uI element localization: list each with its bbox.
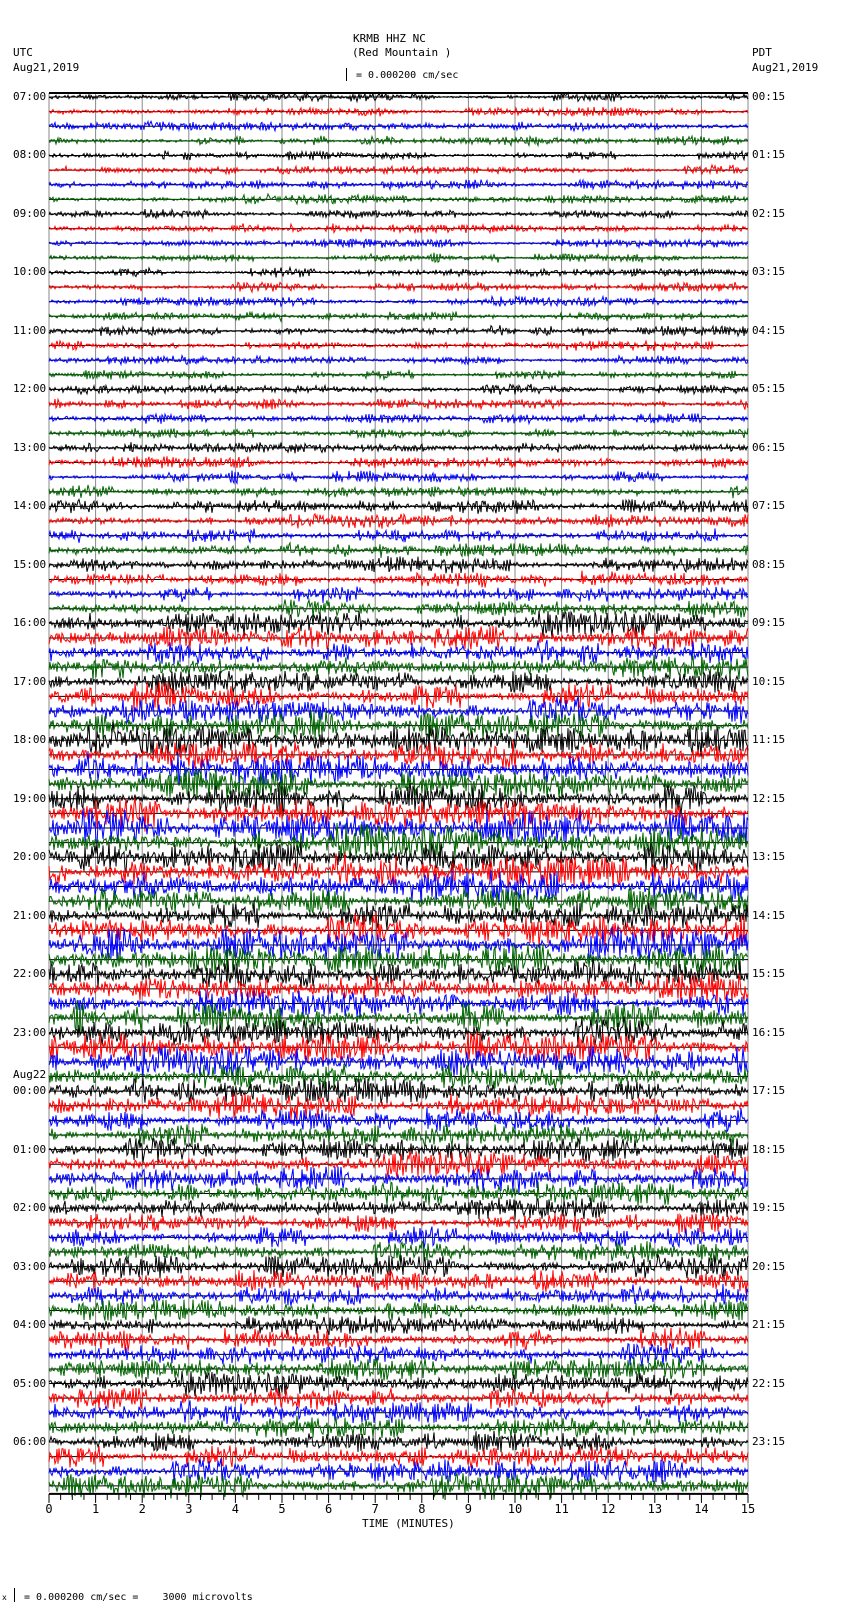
right-date: Aug21,2019	[752, 61, 819, 74]
pdt-hour-label: 04:15	[752, 323, 786, 337]
trace-37	[49, 626, 748, 651]
utc-hour-label: 08:00	[13, 148, 47, 162]
x-tick-label: 9	[464, 1501, 473, 1516]
x-tick-label: 3	[185, 1501, 193, 1516]
x-tick-label: 7	[371, 1501, 379, 1516]
trace-79	[49, 1241, 748, 1264]
footer-marker: x	[2, 1593, 7, 1602]
x-tick-label: 2	[138, 1501, 146, 1516]
pdt-hour-label: 13:15	[752, 850, 786, 864]
pdt-hour-label: 05:15	[752, 382, 786, 396]
trace-91	[49, 1416, 748, 1438]
utc-hour-label: 04:00	[13, 1318, 47, 1332]
trace-15	[49, 312, 748, 322]
utc-hour-label: 14:00	[13, 499, 47, 513]
pdt-hour-label: 00:15	[752, 90, 786, 103]
trace-7	[49, 194, 748, 204]
utc-hour-label: 10:00	[13, 265, 47, 279]
pdt-hour-label: 12:15	[752, 791, 786, 805]
trace-13	[49, 282, 748, 292]
utc-hour-label: 19:00	[13, 791, 47, 805]
trace-34	[49, 587, 748, 603]
date-change-label: Aug22	[13, 1068, 47, 1081]
x-tick-label: 10	[507, 1501, 523, 1516]
x-tick-label: 13	[647, 1501, 663, 1516]
x-tick-label: 0	[45, 1501, 53, 1516]
utc-hour-label: 23:00	[13, 1025, 47, 1039]
utc-hour-label: 21:00	[13, 908, 47, 922]
utc-hour-label: 01:00	[13, 1142, 47, 1156]
utc-hour-label: 02:00	[13, 1201, 47, 1215]
x-tick-label: 12	[601, 1501, 616, 1516]
trace-4	[49, 151, 748, 161]
x-tick-label: 1	[92, 1501, 100, 1516]
pdt-hour-label: 16:15	[752, 1025, 786, 1039]
x-tick-label: 11	[554, 1501, 569, 1516]
trace-69	[49, 1093, 748, 1120]
utc-hour-label: 11:00	[13, 323, 47, 337]
station-title: KRMB HHZ NC	[353, 32, 426, 45]
x-tick-label: 6	[325, 1501, 333, 1516]
trace-12	[49, 268, 748, 278]
trace-73	[49, 1151, 748, 1178]
x-tick-label: 5	[278, 1501, 286, 1516]
utc-hour-label: 13:00	[13, 440, 47, 454]
utc-hour-label: 12:00	[13, 382, 47, 396]
utc-hour-label: 03:00	[13, 1259, 47, 1273]
utc-hour-label: 09:00	[13, 206, 47, 220]
utc-hour-label: 06:00	[13, 1435, 47, 1449]
station-location: (Red Mountain )	[352, 46, 452, 59]
x-tick-label: 14	[694, 1501, 709, 1516]
pdt-hour-label: 11:15	[752, 733, 786, 747]
trace-77	[49, 1213, 748, 1234]
utc-hour-label: 07:00	[13, 90, 47, 103]
utc-hour-label: 20:00	[13, 850, 47, 864]
trace-74	[49, 1167, 748, 1194]
x-tick-label: 4	[231, 1501, 240, 1516]
scale-label: = 0.000200 cm/sec	[356, 70, 459, 81]
pdt-hour-label: 02:15	[752, 206, 786, 220]
pdt-hour-label: 07:15	[752, 499, 786, 513]
utc-hour-label: 22:00	[13, 967, 47, 981]
left-date: Aug21,2019	[13, 61, 80, 74]
left-timezone: UTC	[13, 46, 33, 59]
footer-scale-label: = 0.000200 cm/sec = 3000 microvolts	[24, 1592, 253, 1603]
trace-0	[49, 93, 748, 102]
trace-14	[49, 297, 748, 307]
trace-76	[49, 1198, 748, 1220]
pdt-hour-label: 06:15	[752, 440, 786, 454]
trace-86	[49, 1344, 748, 1367]
x-tick-label: 15	[740, 1501, 756, 1516]
trace-5	[49, 165, 748, 174]
pdt-hour-label: 03:15	[752, 265, 786, 279]
pdt-hour-label: 23:15	[752, 1435, 786, 1449]
utc-hour-label: 00:00	[13, 1084, 47, 1098]
pdt-hour-label: 17:15	[752, 1084, 786, 1098]
pdt-hour-label: 21:15	[752, 1318, 786, 1332]
pdt-hour-label: 01:15	[752, 148, 786, 162]
x-axis-label: TIME (MINUTES)	[362, 1517, 455, 1530]
pdt-hour-label: 14:15	[752, 908, 786, 922]
trace-56	[49, 900, 748, 930]
utc-hour-label: 05:00	[13, 1376, 47, 1390]
utc-hour-label: 16:00	[13, 616, 47, 630]
utc-hour-label: 18:00	[13, 733, 47, 747]
utc-hour-label: 15:00	[13, 557, 47, 571]
pdt-hour-label: 10:15	[752, 674, 786, 688]
pdt-hour-label: 22:15	[752, 1376, 786, 1390]
pdt-hour-label: 08:15	[752, 557, 786, 571]
pdt-hour-label: 20:15	[752, 1259, 786, 1273]
pdt-hour-label: 09:15	[752, 616, 786, 630]
utc-hour-label: 17:00	[13, 674, 47, 688]
right-timezone: PDT	[752, 46, 772, 59]
pdt-hour-label: 15:15	[752, 967, 786, 981]
trace-11	[49, 253, 748, 263]
pdt-hour-label: 18:15	[752, 1142, 786, 1156]
pdt-hour-label: 19:15	[752, 1201, 786, 1215]
x-tick-label: 8	[418, 1501, 426, 1516]
